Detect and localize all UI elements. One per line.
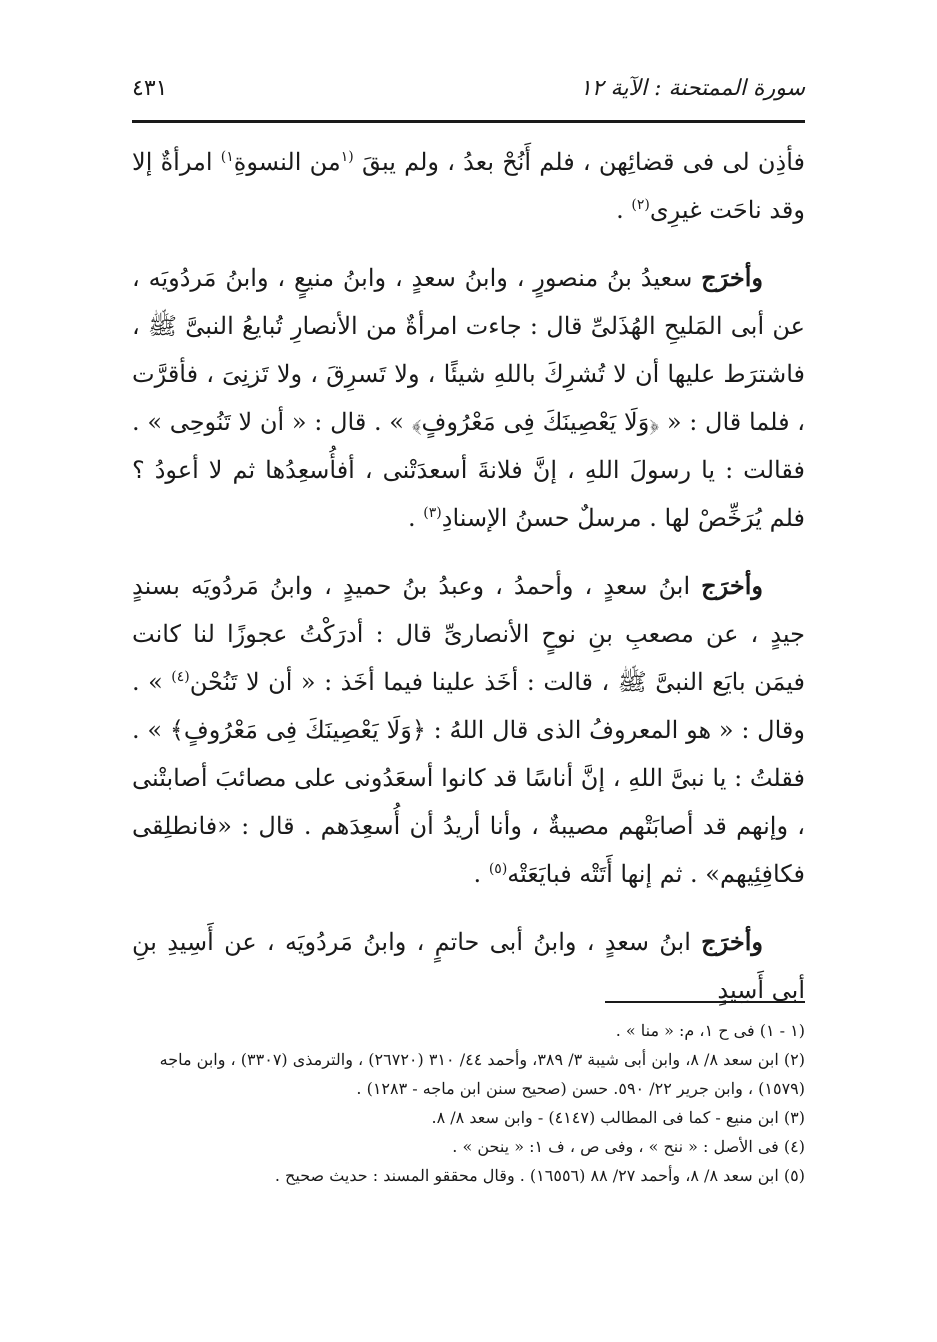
paragraph-text: امرأةٌ إلا وقد ناحَت غيرِى (132, 148, 805, 224)
footnote: (٤) فى الأصل : « ننح » ، وفى ص ، ف ١: « ينحن » . (452, 1137, 805, 1156)
footnote: (٢) ابن سعد ٨/ ٨، وابن أبى شيبة ٣/ ٣٨٩، وأحمد ٤٤/ ٣١٠ (٢٦٧٢٠) ، والترمذى (٣٣٠٧) ، وابن ماجه (١٥٧٩) ، وابن جرير ٢٢/ ٥٩٠. حسن (صحيح سنن ابن ماجه - ١٢٨٣) . (159, 1050, 805, 1098)
footnote-mark: (٥) (488, 861, 508, 877)
paragraph-text: » . وقال : « هو المعروفُ الذى قال اللهُ : ﴿وَلَا يَعْصِينَكَ فِى مَعْرُوفٍ﴾ » . فقلتُ : يا نبىَّ اللهِ ، إنَّ أناسًا قد كانوا أسعَدُونى على مصائبَ أصابتْنى ، وإنهم قد أصابَتْهم مصيبةٌ ، وأنا أريدُ أن أُسعِدَهم . قال : «فانطلِقى فكافِئِيهم» . ثم إنها أَتَتْه فبايَعَتْه (132, 668, 805, 888)
paragraph-text: ابنُ سعدٍ ، وابنُ أبى حاتمٍ ، وابنُ مَردُويَه ، عن أَسِيدِ بنِ أبى أَسِيدٍ (132, 928, 805, 1004)
paragraph-text: . (408, 504, 424, 532)
paragraph-text: سعيدُ بنُ منصورٍ ، وابنُ سعدٍ ، وابنُ منيعٍ ، وابنُ مَردُويَه ، عن أبى المَليحِ الهُذَلىِّ قال : جاءت امرأةٌ من الأنصارِ تُبايعُ النبىَّ ﷺ ، فاشترَط عليها أن لا تُشرِكَ باللهِ شيئًا ، ولا تَسرِقَ ، ولا تَزنِىَ ، فأقرَّت ، فلما قال : « ﴿وَلَا يَعْصِينَكَ فِى مَعْرُوفٍ﴾ » . قال : « أن لا تَنُوحِى » . فقالت : يا رسولَ اللهِ ، إنَّ فلانةَ أسعدَتْنى ، أفأُسعِدُها ثم لا أعودُ ؟ فلم يُرَخِّصْ لها . مرسلٌ حسنُ الإسنادِ (132, 264, 805, 532)
header-rule (132, 120, 805, 123)
paragraph-2 (132, 254, 805, 542)
paragraph-3 (132, 562, 805, 898)
footnote-mark: (٢) (631, 197, 650, 213)
paragraph-1 (132, 138, 805, 234)
paragraph-text: فأذِن لى فى قضائِهن ، فلم أَنُحْ بعدُ ، ولم يبقَ (353, 148, 806, 176)
footnote-rule (605, 1001, 805, 1003)
lead-word: وأخرَج (701, 263, 763, 292)
footnote-mark: (١ (340, 149, 354, 165)
footnote-mark: (٤) (171, 669, 190, 685)
lead-word: وأخرَج (701, 927, 763, 956)
footnote: (١ - ١) فى ح ١، م: « منا » . (615, 1021, 805, 1040)
paragraph-4 (132, 918, 805, 1014)
footnote-mark: ١) (220, 149, 234, 165)
footnote: (٥) ابن سعد ٨/ ٨، وأحمد ٢٧/ ٨٨ (١٦٥٥٦) . وقال محققو المسند : حديث صحيح . (274, 1166, 805, 1185)
footnotes (132, 1016, 805, 1190)
lead-word: وأخرَج (701, 571, 763, 600)
paragraph-text: من النسوةِ (233, 148, 341, 176)
paragraph-text: ابنُ سعدٍ ، وأحمدُ ، وعبدُ بنُ حميدٍ ، وابنُ مَردُويَه بسندٍ جيدٍ ، عن مصعبِ بنِ نوحٍ الأنصارىِّ قال : أدرَكْتُ عجوزًا لنا كانت فيمَن بايَع النبىَّ ﷺ ، قالت : أخَذ علينا فيما أخَذ : « أن لا تَنُحْن (132, 572, 805, 696)
footnote: (٣) ابن منيع - كما فى المطالب (٤١٤٧) - وابن سعد ٨/ ٨. (431, 1108, 805, 1127)
main-text (132, 138, 805, 1034)
page-header (132, 68, 805, 112)
paragraph-text: . (473, 860, 489, 888)
page-number: ٤٣١ (132, 76, 168, 101)
running-title: سورة الممتحنة : الآية ١٢ (579, 76, 805, 101)
footnote-mark: (٣) (423, 505, 442, 521)
paragraph-text: . (616, 196, 632, 224)
